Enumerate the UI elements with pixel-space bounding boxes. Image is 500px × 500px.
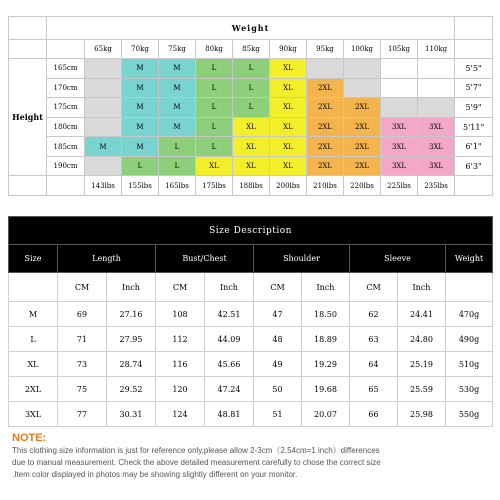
size-cell: M — [159, 59, 196, 79]
size-description-table — [8, 216, 493, 427]
blank-cell — [47, 39, 85, 59]
weight-lbs-label: 220lbs — [344, 176, 381, 196]
weight-kg-label: 85kg — [233, 39, 270, 59]
size-size: XL — [9, 352, 58, 377]
header-length: Length — [58, 245, 156, 273]
size-size: M — [9, 302, 58, 327]
height-ft-label: 5'7" — [455, 78, 493, 98]
size-shoulder-cm: 50 — [254, 377, 302, 402]
size-cell: 3XL — [381, 137, 418, 157]
size-cell: L — [159, 156, 196, 176]
size-cell: L — [196, 98, 233, 118]
size-cell: 2XL — [307, 156, 344, 176]
size-cell: M — [122, 137, 159, 157]
size-cell: XL — [270, 59, 307, 79]
size-cell — [307, 59, 344, 79]
height-row — [9, 78, 493, 98]
size-cell: L — [196, 78, 233, 98]
blank-cell — [455, 39, 493, 59]
size-cell — [381, 78, 418, 98]
weight-kg-label: 65kg — [85, 39, 122, 59]
unit-cm: CM — [58, 273, 107, 302]
height-cm-label: 190cm — [47, 156, 85, 176]
size-cell: L — [122, 156, 159, 176]
size-cell — [85, 59, 122, 79]
weight-kg-label: 70kg — [122, 39, 159, 59]
size-cell — [344, 59, 381, 79]
size-weight: 510g — [446, 352, 493, 377]
note-title: NOTE: — [12, 432, 47, 444]
size-cell: XL — [270, 98, 307, 118]
weight-lbs-label: 200lbs — [270, 176, 307, 196]
unit-cm: CM — [156, 273, 205, 302]
note-line: This clothing size information is just for reference only,please allow 2-3cm（2.54cm=1 inch）differences — [12, 446, 380, 455]
weight-lbs-label: 175lbs — [196, 176, 233, 196]
size-sleeve-cm: 64 — [350, 352, 398, 377]
size-cell: 3XL — [418, 137, 455, 157]
size-cell: 2XL — [307, 98, 344, 118]
size-shoulder-cm: 47 — [254, 302, 302, 327]
size-cell: L — [196, 117, 233, 137]
height-ft-label: 5'11" — [455, 117, 493, 137]
size-cell: M — [122, 117, 159, 137]
size-cell: M — [159, 98, 196, 118]
size-cell — [344, 78, 381, 98]
header-bust-chest: Bust/Chest — [156, 245, 254, 273]
weight-height-size-chart — [8, 16, 493, 196]
size-cell — [85, 156, 122, 176]
size-cell: XL — [233, 137, 270, 157]
blank-cell — [9, 273, 58, 302]
size-cell — [418, 98, 455, 118]
size-cell: XL — [270, 117, 307, 137]
size-length-in: 29.52 — [107, 377, 156, 402]
unit-inch: Inch — [398, 273, 446, 302]
size-sleeve-in: 24.41 — [398, 302, 446, 327]
unit-inch: Inch — [302, 273, 350, 302]
size-cell: XL — [233, 156, 270, 176]
header-weight: Weight — [446, 245, 493, 273]
size-cell — [85, 78, 122, 98]
size-shoulder-in: 18.89 — [302, 327, 350, 352]
header-shoulder: Shoulder — [254, 245, 350, 273]
height-cm-label: 170cm — [47, 78, 85, 98]
size-cell — [418, 59, 455, 79]
weight-kg-label: 100kg — [344, 39, 381, 59]
size-shoulder-in: 19.68 — [302, 377, 350, 402]
height-ft-label: 5'5" — [455, 59, 493, 79]
size-cell: 3XL — [418, 156, 455, 176]
weight-header: Weight — [47, 17, 455, 40]
size-length-cm: 75 — [58, 377, 107, 402]
size-cell: 2XL — [307, 117, 344, 137]
weight-lbs-label: 165lbs — [159, 176, 196, 196]
size-bust-in: 44.09 — [205, 327, 254, 352]
weight-lbs-label: 155lbs — [122, 176, 159, 196]
height-cm-label: 185cm — [47, 137, 85, 157]
size-length-in: 27.16 — [107, 302, 156, 327]
size-cell: M — [122, 78, 159, 98]
size-sleeve-cm: 62 — [350, 302, 398, 327]
weight-lbs-label: 188lbs — [233, 176, 270, 196]
size-length-cm: 71 — [58, 327, 107, 352]
unit-cm: CM — [254, 273, 302, 302]
size-cell: L — [233, 78, 270, 98]
size-sleeve-in: 25.19 — [398, 352, 446, 377]
size-shoulder-cm: 48 — [254, 327, 302, 352]
size-cell: 2XL — [307, 137, 344, 157]
weight-kg-label: 90kg — [270, 39, 307, 59]
size-cell: XL — [196, 156, 233, 176]
size-length-in: 30.31 — [107, 402, 156, 427]
weight-lbs-label: 225lbs — [381, 176, 418, 196]
height-row — [9, 98, 493, 118]
size-sleeve-in: 25.59 — [398, 377, 446, 402]
size-cell — [381, 59, 418, 79]
height-ft-label: 6'1" — [455, 137, 493, 157]
size-cell: M — [85, 137, 122, 157]
size-cell: XL — [270, 156, 307, 176]
height-row — [9, 137, 493, 157]
weight-lbs-label: 143lbs — [85, 176, 122, 196]
size-cell: M — [159, 117, 196, 137]
blank-cell — [9, 39, 47, 59]
blank-cell — [47, 176, 85, 196]
note-section — [12, 432, 492, 481]
unit-cm: CM — [350, 273, 398, 302]
unit-inch: Inch — [205, 273, 254, 302]
size-size: L — [9, 327, 58, 352]
size-cell — [381, 98, 418, 118]
weight-kg-label: 105kg — [381, 39, 418, 59]
size-shoulder-cm: 49 — [254, 352, 302, 377]
size-bust-cm: 116 — [156, 352, 205, 377]
size-cell — [85, 98, 122, 118]
size-cell: 3XL — [381, 117, 418, 137]
size-cell: 2XL — [344, 156, 381, 176]
size-length-cm: 73 — [58, 352, 107, 377]
size-shoulder-in: 18.50 — [302, 302, 350, 327]
height-cm-label: 180cm — [47, 117, 85, 137]
height-row — [9, 59, 493, 79]
size-cell: XL — [270, 137, 307, 157]
size-row — [9, 302, 493, 327]
size-cell: M — [122, 59, 159, 79]
size-weight: 470g — [446, 302, 493, 327]
size-shoulder-in: 20.07 — [302, 402, 350, 427]
size-length-in: 28.74 — [107, 352, 156, 377]
weight-kg-label: 110kg — [418, 39, 455, 59]
size-cell: L — [233, 59, 270, 79]
size-bust-cm: 108 — [156, 302, 205, 327]
height-ft-label: 5'9" — [455, 98, 493, 118]
size-cell: L — [233, 98, 270, 118]
size-bust-in: 42.51 — [205, 302, 254, 327]
weight-kg-label: 95kg — [307, 39, 344, 59]
weight-kg-label: 75kg — [159, 39, 196, 59]
height-cm-label: 165cm — [47, 59, 85, 79]
height-cm-label: 175cm — [47, 98, 85, 118]
size-sleeve-in: 25.98 — [398, 402, 446, 427]
size-length-in: 27.95 — [107, 327, 156, 352]
weight-lbs-label: 235lbs — [418, 176, 455, 196]
size-bust-cm: 112 — [156, 327, 205, 352]
size-row — [9, 402, 493, 427]
size-bust-cm: 120 — [156, 377, 205, 402]
size-size: 2XL — [9, 377, 58, 402]
size-size: 3XL — [9, 402, 58, 427]
size-bust-in: 47.24 — [205, 377, 254, 402]
size-cell: 2XL — [344, 117, 381, 137]
size-cell: M — [159, 78, 196, 98]
size-weight: 530g — [446, 377, 493, 402]
size-cell — [418, 78, 455, 98]
size-row — [9, 377, 493, 402]
weight-lbs-label: 210lbs — [307, 176, 344, 196]
blank-cell — [455, 176, 493, 196]
size-row — [9, 352, 493, 377]
corner-cell — [455, 17, 493, 40]
size-sleeve-cm: 63 — [350, 327, 398, 352]
header-sleeve: Sleeve — [350, 245, 446, 273]
height-ft-label: 6'3" — [455, 156, 493, 176]
size-cell: 3XL — [381, 156, 418, 176]
size-cell: 3XL — [418, 117, 455, 137]
size-cell: M — [122, 98, 159, 118]
size-description-title: Size Description — [9, 217, 493, 245]
size-shoulder-in: 19.29 — [302, 352, 350, 377]
size-cell: XL — [233, 117, 270, 137]
size-length-cm: 69 — [58, 302, 107, 327]
size-shoulder-cm: 51 — [254, 402, 302, 427]
size-cell — [85, 117, 122, 137]
size-weight: 550g — [446, 402, 493, 427]
size-bust-in: 48.81 — [205, 402, 254, 427]
size-cell: L — [159, 137, 196, 157]
size-cell: L — [196, 59, 233, 79]
header-size: Size — [9, 245, 58, 273]
blank-cell — [9, 176, 47, 196]
size-row — [9, 327, 493, 352]
size-bust-in: 45.66 — [205, 352, 254, 377]
weight-kg-label: 80kg — [196, 39, 233, 59]
blank-cell — [446, 273, 493, 302]
size-cell: 2XL — [344, 98, 381, 118]
size-cell: 2XL — [344, 137, 381, 157]
size-cell: L — [196, 137, 233, 157]
height-label: Height — [9, 59, 47, 176]
size-sleeve-in: 24.80 — [398, 327, 446, 352]
size-sleeve-cm: 66 — [350, 402, 398, 427]
size-cell: XL — [270, 78, 307, 98]
note-line: .Item color displayed in photos may be showing slightly different on your monitor. — [12, 470, 298, 479]
height-row — [9, 156, 493, 176]
size-sleeve-cm: 65 — [350, 377, 398, 402]
note-line: due to manual measurement. Check the above detailed measurement carefully to chose the correct size — [12, 458, 381, 467]
size-length-cm: 77 — [58, 402, 107, 427]
corner-cell — [9, 17, 47, 40]
size-weight: 490g — [446, 327, 493, 352]
size-cell: 2XL — [307, 78, 344, 98]
size-bust-cm: 124 — [156, 402, 205, 427]
height-row — [9, 117, 493, 137]
unit-inch: Inch — [107, 273, 156, 302]
